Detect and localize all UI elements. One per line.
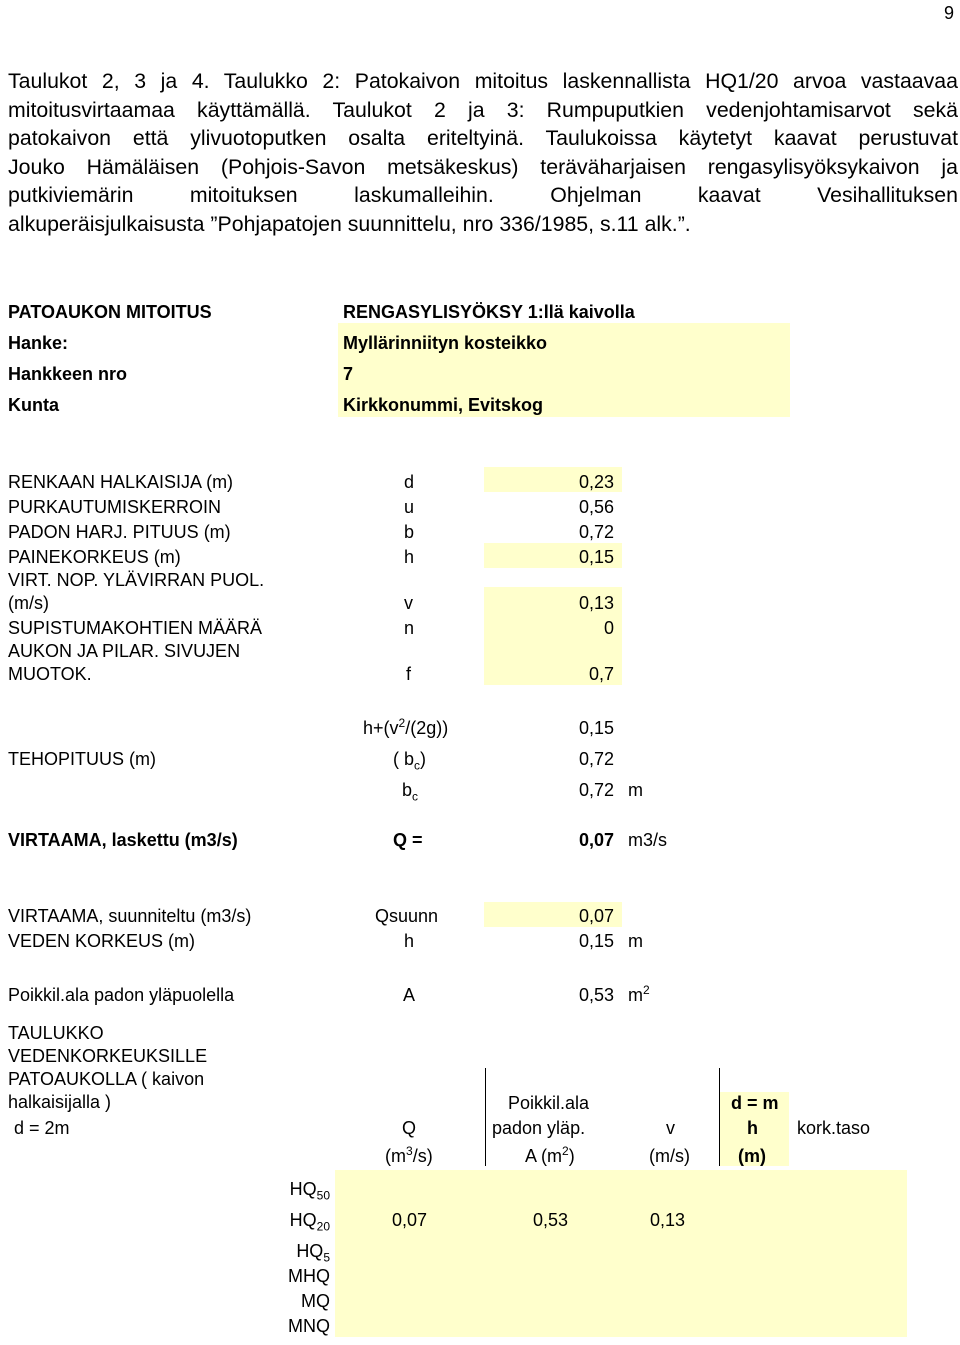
u-symbol: u [404, 497, 415, 517]
hankkeen-nro-label: Hankkeen nro [8, 364, 128, 384]
intro-paragraph [8, 67, 958, 239]
bc-unit: m [628, 780, 643, 800]
veden-korkeus-value: 0,15 [578, 931, 614, 951]
d-value: 0,23 [578, 472, 614, 492]
poikkilala-label: Poikkil.ala padon yläpuolella [8, 985, 235, 1005]
column-divider [485, 1068, 486, 1166]
q-unit: m3/s [628, 830, 668, 850]
f-label-line1: AUKON JA PILAR. SIVUJEN [8, 641, 241, 661]
table-title-line: TAULUKKO [8, 1023, 104, 1043]
hanke-value: Myllärinniityn kosteikko [343, 333, 548, 353]
col-h-unit: (m) [738, 1146, 766, 1166]
h-value: 0,15 [578, 547, 614, 567]
col-kork-header: kork.taso [797, 1118, 871, 1138]
b-label: PADON HARJ. PITUUS (m) [8, 522, 231, 542]
virtaama-suunniteltu-label: VIRTAAMA, suunniteltu (m3/s) [8, 906, 252, 926]
n-value: 0 [603, 618, 614, 638]
col-a-header-line1: Poikkil.ala [508, 1093, 590, 1113]
b-symbol: b [404, 522, 415, 542]
col-h-header-line1: d = m [731, 1093, 779, 1113]
u-label: PURKAUTUMISKERROIN [8, 497, 222, 517]
page-number: 9 [944, 3, 955, 23]
q-symbol: Q = [393, 830, 423, 850]
qsuunn-value: 0,07 [578, 906, 614, 926]
tehopituus-label: TEHOPITUUS (m) [8, 749, 156, 769]
q-value: 0,07 [578, 830, 614, 850]
poikkilala-unit: $m^2$ [628, 983, 650, 1005]
u-value: 0,56 [578, 497, 614, 517]
col-q-unit: $(m^3/s)$ [385, 1144, 433, 1166]
row-label-mhq: MHQ [288, 1266, 330, 1286]
d-symbol: d [404, 472, 415, 492]
hv-value: 0,15 [578, 718, 614, 738]
veden-korkeus-label: VEDEN KORKEUS (m) [8, 931, 196, 951]
qsuunn-symbol: Qsuunn [375, 906, 439, 926]
table-body-highlight [335, 1170, 907, 1337]
col-v-header: v [666, 1118, 675, 1138]
v-value: 0,13 [578, 593, 614, 613]
table-title-line: VEDENKORKEUKSILLE [8, 1046, 208, 1066]
b-value: 0,72 [578, 522, 614, 542]
virtaama-laskettu-label: VIRTAAMA, laskettu (m3/s) [8, 830, 238, 850]
intro-line: alkuperäisjulkaisusta ”Pohjapatojen suunnittelu, nro 336/1985, s.11 alk.”. [8, 211, 691, 236]
veden-korkeus-unit: m [628, 931, 643, 951]
f-symbol: f [406, 664, 412, 684]
kunta-label: Kunta [8, 395, 59, 415]
poikkilala-symbol: A [403, 985, 416, 1005]
row-hq20-v: 0,13 [650, 1210, 686, 1230]
f-value: 0,7 [588, 664, 614, 684]
col-q-header: Q [402, 1118, 417, 1138]
intro-line: putkiviemärin mitoituksen laskumalleihin. Ohjelman kaavat Vesihallituksen [8, 183, 958, 208]
col-a-header-line2: padon yläp. [492, 1118, 586, 1138]
header-subtitle: RENGASYLISYÖKSY 1:llä kaivolla [343, 302, 635, 322]
intro-line: Jouko Hämäläisen (Pohjois-Savon metsäkeskus) teräväharjaisen rengasylisyöksykaivon ja [8, 154, 958, 179]
row-label-hq20: $HQ_{20}$ [289, 1210, 330, 1234]
column-divider [719, 1068, 720, 1166]
poikkilala-value: 0,53 [578, 985, 614, 1005]
tehopituus-value: 0,72 [578, 749, 614, 769]
intro-line: mitoitusvirtaamaa käyttämällä. Taulukot 2 ja 3: Rumpuputkien vedenjohtamisarvot sekä [8, 97, 958, 122]
table-title-line: halkaisijalla ) [8, 1092, 112, 1112]
v-label-line1: VIRT. NOP. YLÄVIRRAN PUOL. [8, 570, 265, 590]
row-label-hq50: $HQ_{50}$ [289, 1179, 330, 1203]
header-title: PATOAUKON MITOITUS [8, 302, 212, 322]
col-a-unit: A $(m^2)$ [525, 1144, 575, 1166]
row-label-hq5: $HQ_5$ [296, 1241, 330, 1265]
v-symbol: v [404, 593, 413, 613]
d-label: RENKAAN HALKAISIJA (m) [8, 472, 234, 492]
bc-formula: ( $b_c$) [393, 749, 427, 773]
kunta-value: Kirkkonummi, Evitskog [343, 395, 544, 415]
row-hq20-a: 0,53 [533, 1210, 569, 1230]
intro-line: Taulukot 2, 3 ja 4. Taulukko 2: Patokaivon mitoitus laskennallista HQ1/20 arvoa vastaavaa [8, 69, 958, 93]
d-note: d = 2m [14, 1118, 70, 1138]
row-label-mnq: MNQ [288, 1316, 330, 1336]
f-label-line2: MUOTOK. [8, 664, 92, 684]
h-symbol: h [404, 547, 415, 567]
col-h-header-line2: h [747, 1118, 758, 1138]
n-symbol: n [404, 618, 415, 638]
bc-value: 0,72 [578, 780, 614, 800]
bc-symbol: $b_c$ [402, 780, 419, 804]
table-title-line: PATOAUKOLLA ( kaivon [8, 1069, 205, 1089]
h-label: PAINEKORKEUS (m) [8, 547, 181, 567]
n-label: SUPISTUMAKOHTIEN MÄÄRÄ [8, 618, 263, 638]
hankkeen-nro-value: 7 [343, 364, 354, 384]
veden-korkeus-symbol: h [404, 931, 415, 951]
intro-line: patokaivon että ylivuotoputken osalta eriteltyinä. Taulukoissa käytetyt kaavat perustuvat [8, 126, 958, 151]
hv-formula: $h+(v^2/(2g))$ [363, 716, 449, 738]
row-label-mq: MQ [301, 1291, 330, 1311]
row-hq20-q: 0,07 [392, 1210, 428, 1230]
col-v-unit: (m/s) [649, 1146, 690, 1166]
hanke-label: Hanke: [8, 333, 69, 353]
v-label-line2: (m/s) [8, 593, 49, 613]
